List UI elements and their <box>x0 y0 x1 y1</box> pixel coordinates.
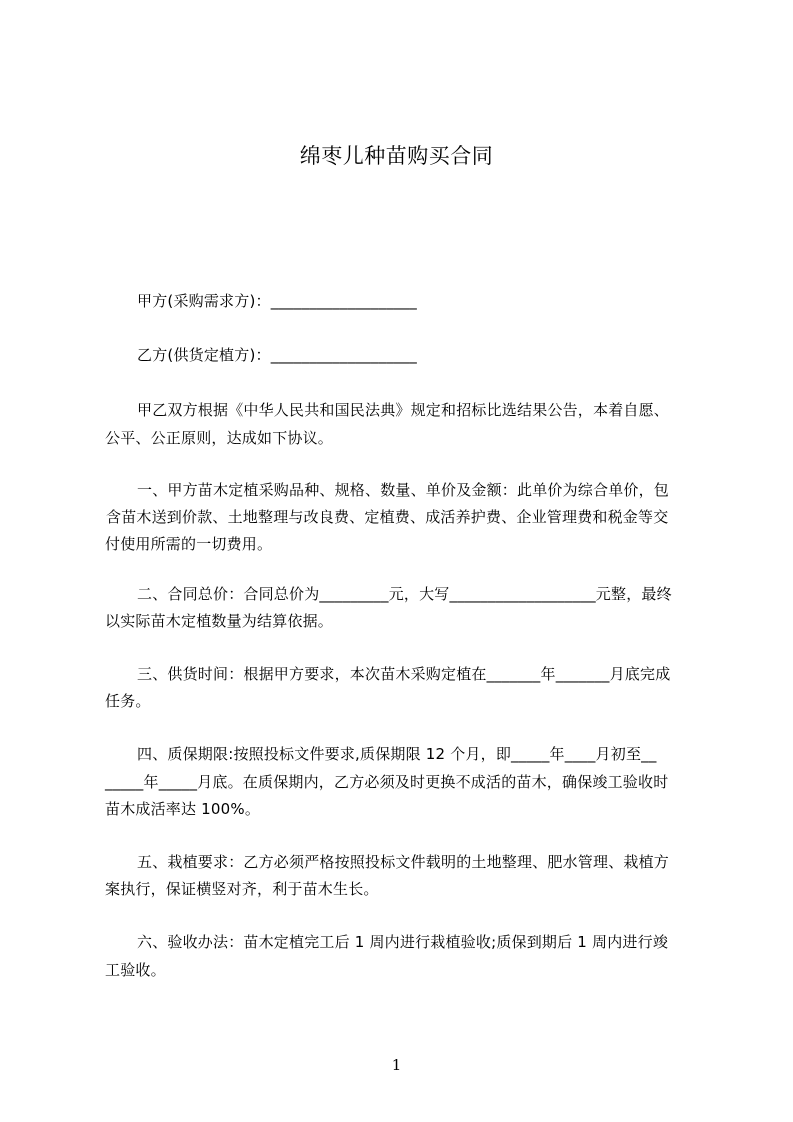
paragraph-line: _____年_____月底。在质保期内，乙方必须及时更换不成活的苗木，确保竣工验收时 <box>105 773 669 791</box>
paragraph-line: 一、甲方苗木定植采购品种、规格、数量、单价及金额：此单价为综合单价，包 <box>137 481 670 499</box>
paragraph-line: 三、供货时间：根据甲方要求，本次苗木采购定植在_______年_______月底完成 <box>137 665 671 683</box>
paragraph-line: 公平、公正原则，达成如下协议。 <box>105 429 334 447</box>
page-number: 1 <box>391 1056 402 1074</box>
paragraph-line: 以实际苗木定植数量为结算依据。 <box>105 612 334 630</box>
paragraph-line: 苗木成活率达 100%。 <box>105 800 261 818</box>
paragraph-line: 六、验收办法：苗木定植完工后 1 周内进行栽植验收;质保到期后 1 周内进行竣 <box>137 933 669 951</box>
document-title: 绵枣儿种苗购买合同 <box>299 144 494 168</box>
paragraph-line: 工验收。 <box>105 961 166 979</box>
party-a-line: 甲方(采购需求方)：___________________ <box>137 292 418 310</box>
paragraph-line: 任务。 <box>105 692 151 710</box>
paragraph-line: 四、质保期限:按照投标文件要求,质保期限 12 个月，即_____年____月初至__ <box>137 745 657 763</box>
party-b-line: 乙方(供货定植方)：___________________ <box>137 346 418 364</box>
paragraph-line: 含苗木送到价款、土地整理与改良费、定植费、成活养护费、企业管理费和税金等交 <box>106 508 669 526</box>
paragraph-line: 二、合同总价：合同总价为_________元，大写___________________元整，最终 <box>137 585 672 603</box>
paragraph-line: 案执行，保证横竖对齐，利于苗木生长。 <box>105 880 379 898</box>
paragraph-line: 付使用所需的一切费用。 <box>105 535 273 553</box>
paragraph-line: 五、栽植要求：乙方必须严格按照投标文件载明的土地整理、肥水管理、栽植方 <box>137 853 670 871</box>
paragraph-line: 甲乙双方根据《中华人民共和国民法典》规定和招标比选结果公告，本着自愿、 <box>137 401 670 419</box>
